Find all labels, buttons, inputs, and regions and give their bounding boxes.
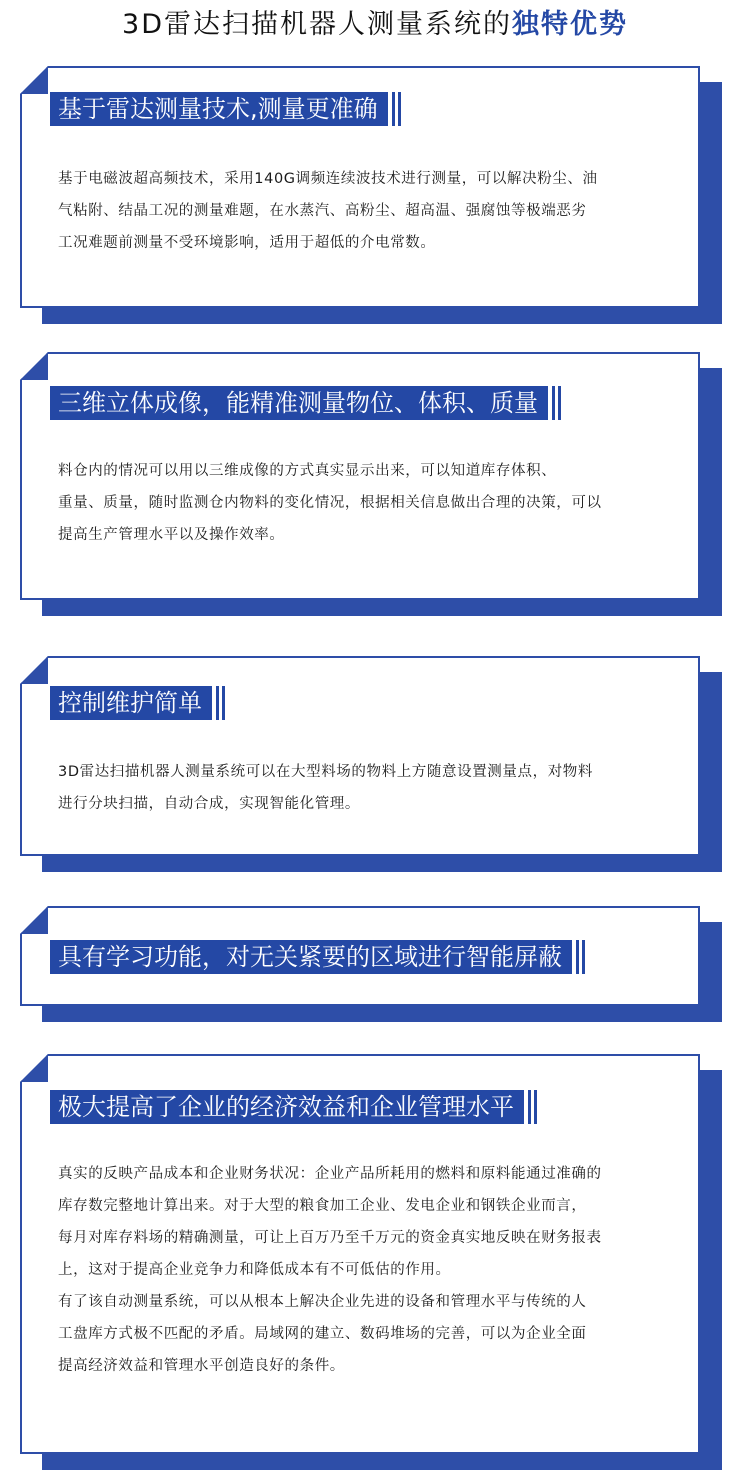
section-heading xyxy=(50,1090,524,1124)
feature-card-learning xyxy=(20,906,700,1006)
section-heading xyxy=(50,940,572,974)
section-body: 基于电磁波超高频技术，采用140G调频连续波技术进行测量，可以解决粉尘、油 气粘附、结晶工况的测量难题，在水蒸汽、高粉尘、超高温、强腐蚀等极端恶劣 工况难题前测量不受环境影响，适用于超低的介电常数。 xyxy=(58,171,598,251)
section-heading-text: 极大提高了企业的经济效益和企业管理水平 xyxy=(58,1093,514,1121)
section-body: 料仓内的情况可以用以三维成像的方式真实显示出来，可以知道库存体积、 重量、质量，随时监测仓内物料的变化情况，根据相关信息做出合理的决策，可以 提高生产管理水平以及操作效率。 xyxy=(58,463,602,543)
feature-card-radar xyxy=(20,66,700,308)
page-title-highlight: 独特优势 xyxy=(511,9,628,40)
heading-bars-icon xyxy=(392,92,402,126)
section-heading xyxy=(50,92,388,126)
section-body: 真实的反映产品成本和企业财务状况：企业产品所耗用的燃料和原料能通过准确的 库存数完整地计算出来。对于大型的粮食加工企业、发电企业和钢铁企业而言， 每月对库存料场的精确测量，可让上百万乃至千万元的资金真实地反映在财务报表 上，这对于提高企业竞争力和降低成本有不可低估的作用。 有了该自动测量系统，可以从根本上解决企业先进的设备和管理水平与传统的人 工盘库方式极不匹配的矛盾。局域网的建立、数码堆场的完善，可以为企业全面 提高经济效益和管理水平创造良好的条件。 xyxy=(58,1166,602,1374)
heading-bars-icon xyxy=(216,686,226,720)
folded-corner-icon xyxy=(20,1054,60,1094)
heading-bars-icon xyxy=(552,386,562,420)
heading-bars-icon xyxy=(528,1090,538,1124)
feature-card-maintenance xyxy=(20,656,700,856)
section-heading xyxy=(50,686,212,720)
page-title xyxy=(0,6,750,44)
heading-bars-icon xyxy=(576,940,586,974)
feature-card-3d-imaging xyxy=(20,352,700,600)
section-heading-text: 具有学习功能，对无关紧要的区域进行智能屏蔽 xyxy=(58,943,562,971)
page-title-main: 3D雷达扫描机器人测量系统的 xyxy=(122,9,512,40)
section-heading xyxy=(50,386,548,420)
feature-card-efficiency xyxy=(20,1054,700,1454)
section-heading-text: 基于雷达测量技术,测量更准确 xyxy=(58,95,378,123)
section-heading-text: 三维立体成像，能精准测量物位、体积、质量 xyxy=(58,389,538,417)
section-heading-text: 控制维护简单 xyxy=(58,689,202,717)
section-body: 3D雷达扫描机器人测量系统可以在大型料场的物料上方随意设置测量点，对物料 进行分块扫描，自动合成，实现智能化管理。 xyxy=(58,764,593,812)
